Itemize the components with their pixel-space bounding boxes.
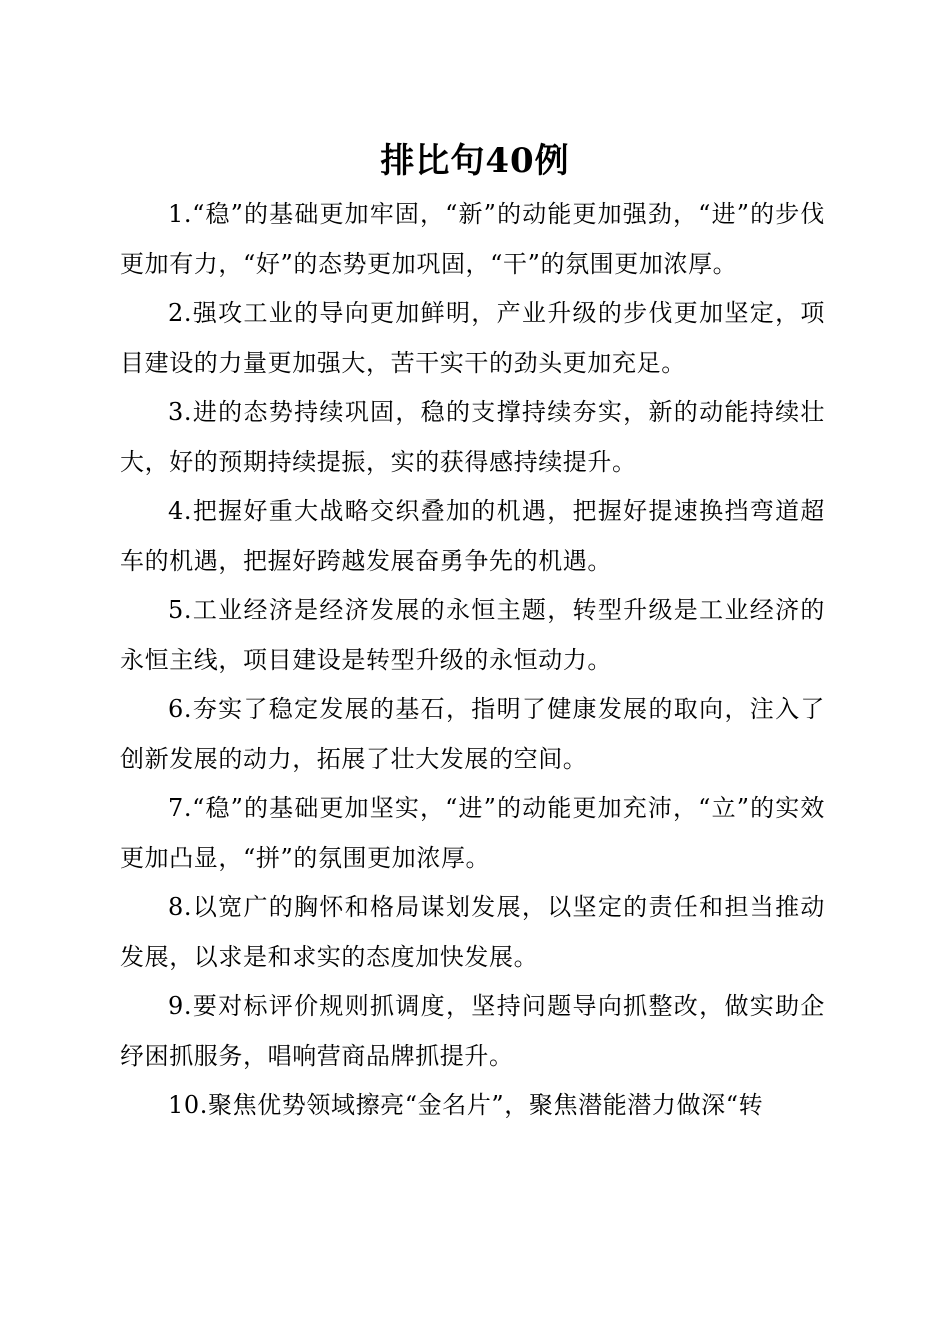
paragraph-2: 2.强攻工业的导向更加鲜明，产业升级的步伐更加坚定，项目建设的力量更加强大，苦干实干的劲头更加充足。 — [120, 299, 825, 377]
paragraph-8: 8.以宽广的胸怀和格局谋划发展，以坚定的责任和担当推动发展，以求是和求实的态度加快发展。 — [120, 893, 825, 971]
paragraph-6: 6.夯实了稳定发展的基石，指明了健康发展的取向，注入了创新发展的动力，拓展了壮大发展的空间。 — [120, 695, 825, 773]
paragraph-1: 1.“稳”的基础更加牢固，“新”的动能更加强劲，“进”的步伐更加有力，“好”的态势更加巩固，“干”的氛围更加浓厚。 — [120, 200, 825, 278]
paragraph-9: 9.要对标评价规则抓调度，坚持问题导向抓整改，做实助企纾困抓服务，唱响营商品牌抓提升。 — [120, 992, 825, 1070]
paragraph-7: 7.“稳”的基础更加坚实，“进”的动能更加充沛，“立”的实效更加凸显，“拼”的氛围更加浓厚。 — [120, 794, 825, 872]
document-body — [120, 190, 825, 1131]
paragraph-4: 4.把握好重大战略交织叠加的机遇，把握好提速换挡弯道超车的机遇，把握好跨越发展奋勇争先的机遇。 — [120, 497, 825, 575]
paragraph-10: 10.聚焦优势领域擦亮“金名片”，聚焦潜能潜力做深“转 — [168, 1091, 764, 1119]
paragraph-5: 5.工业经济是经济发展的永恒主题，转型升级是工业经济的永恒主线，项目建设是转型升级的永恒动力。 — [120, 596, 825, 674]
paragraph-3: 3.进的态势持续巩固，稳的支撑持续夯实，新的动能持续壮大，好的预期持续提振，实的获得感持续提升。 — [120, 398, 825, 476]
document-title: 排比句40例 — [380, 141, 570, 181]
